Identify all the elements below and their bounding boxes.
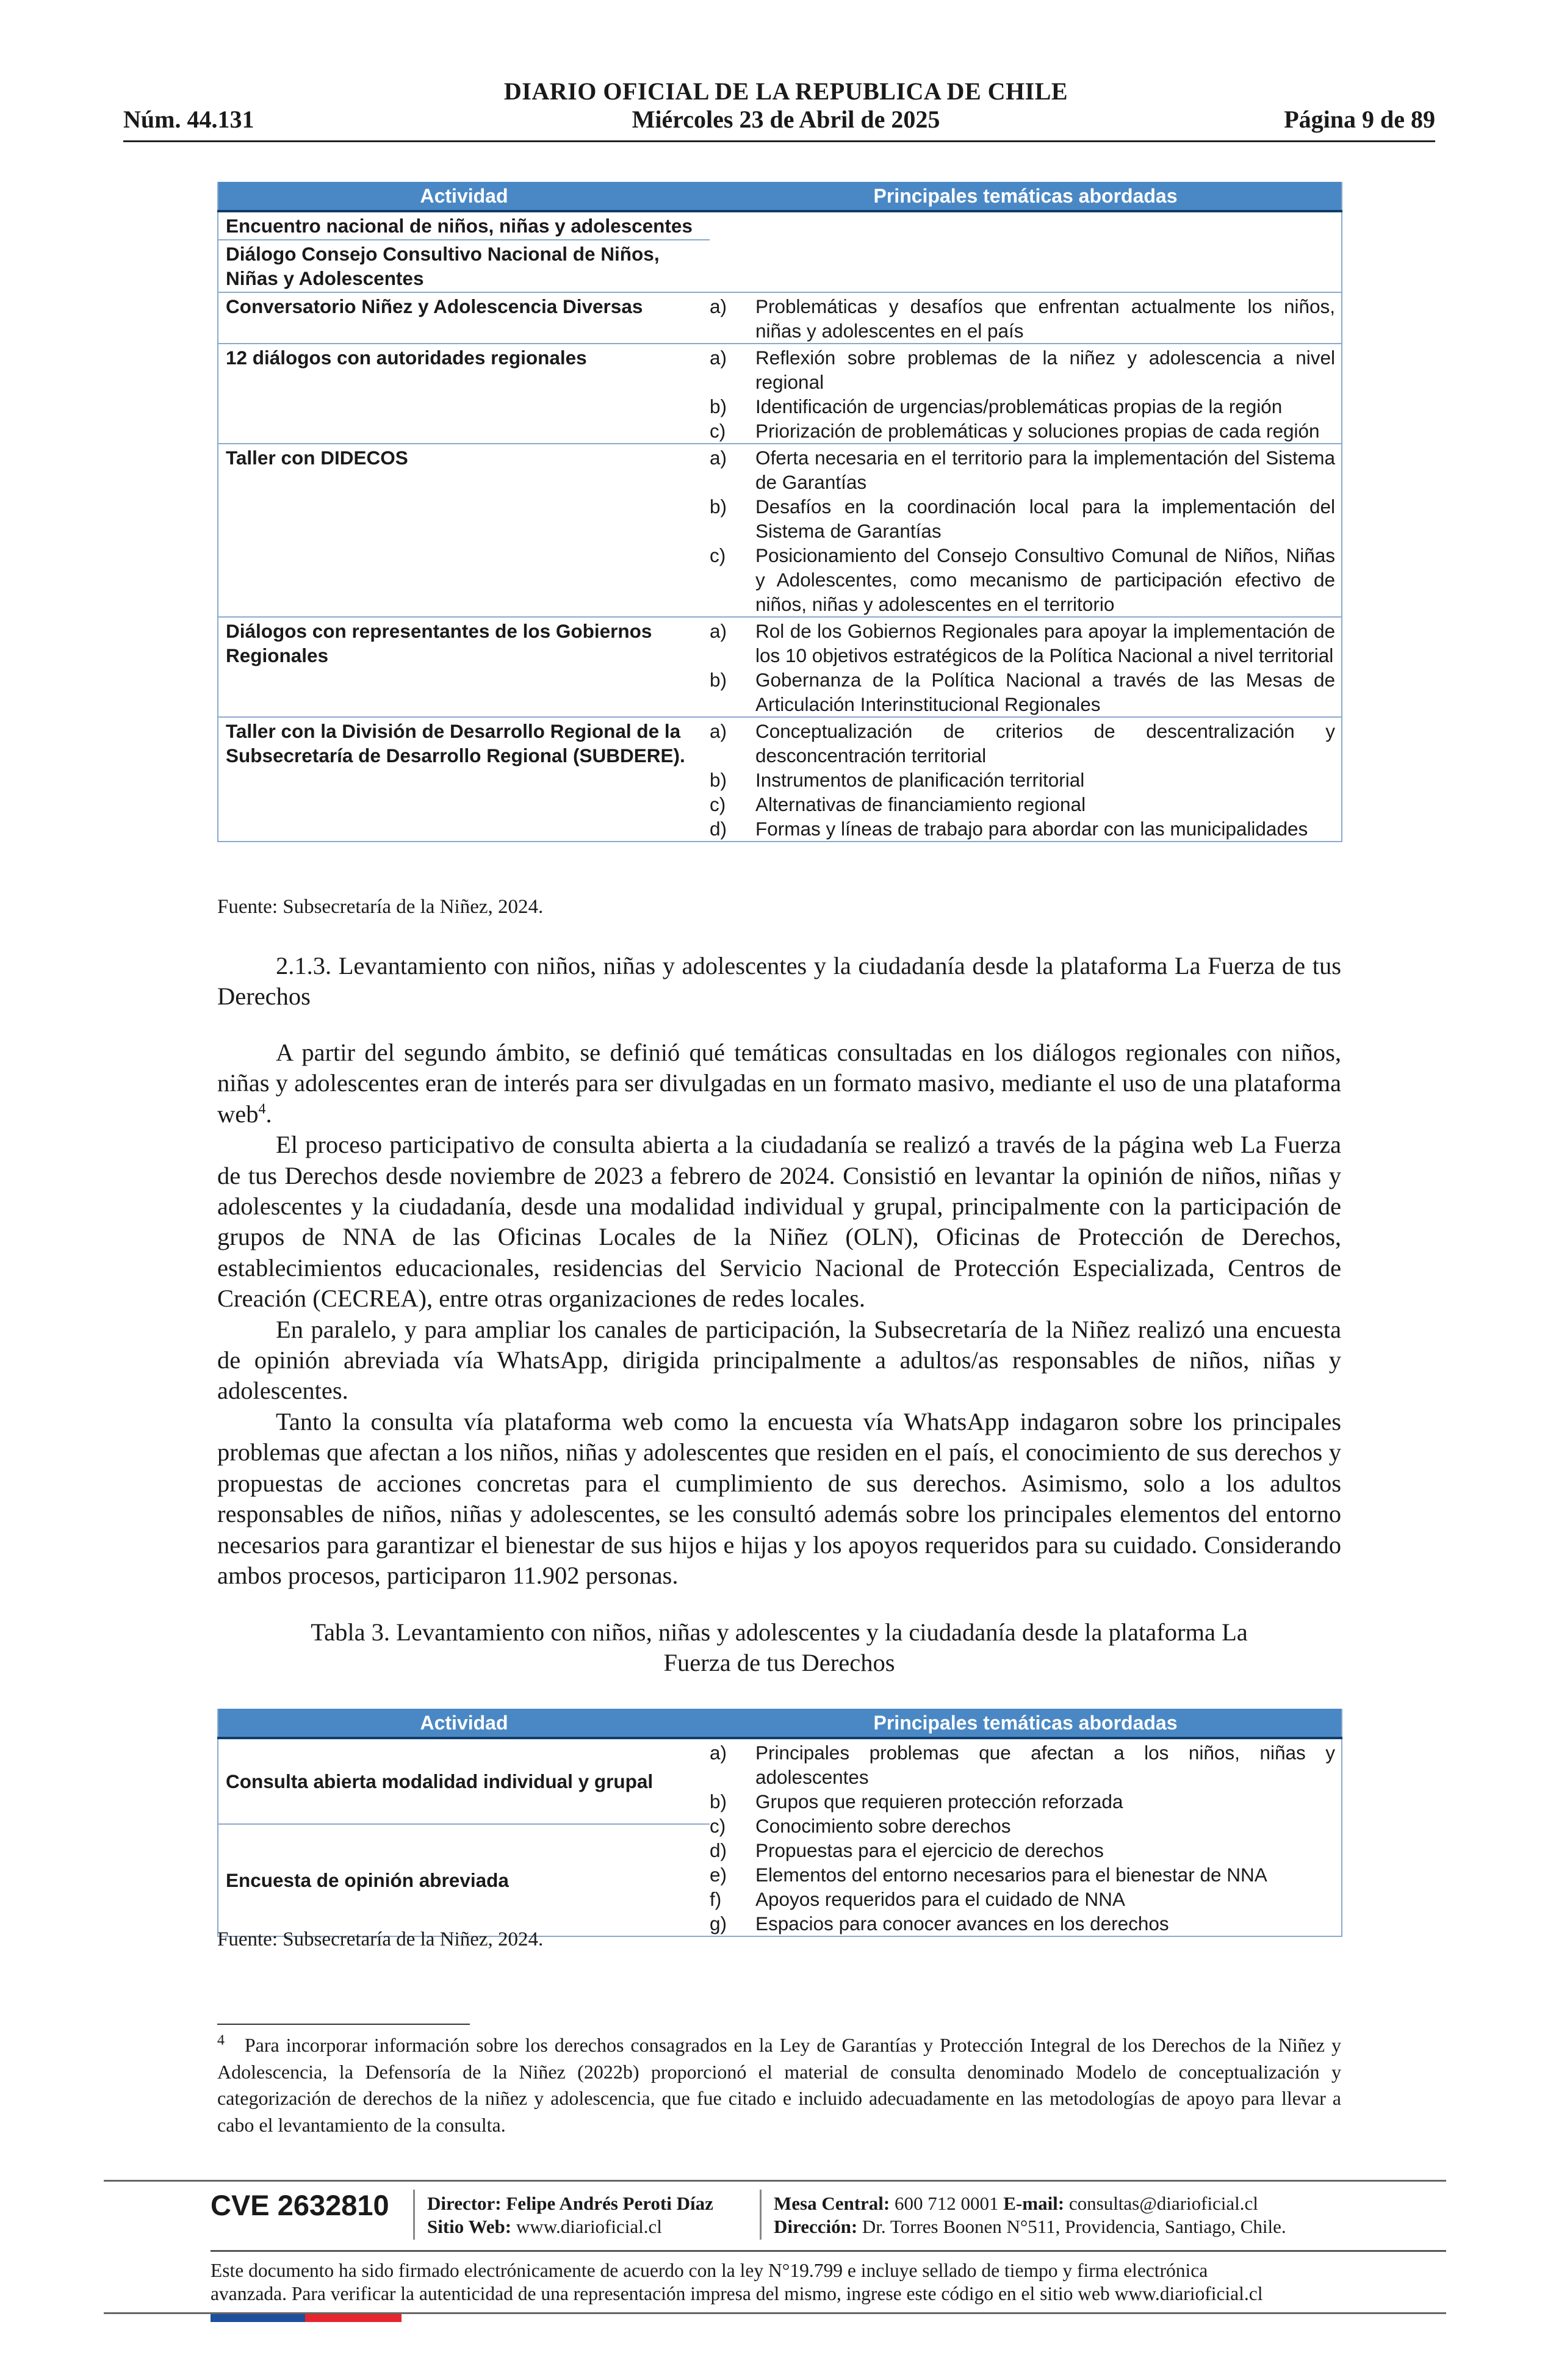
list-marker: c) <box>710 420 726 442</box>
activity-cell: Taller con DIDECOS <box>218 444 710 617</box>
topics-cell <box>710 1738 1342 1936</box>
list-item-text: Priorización de problemáticas y soluciones propias de cada región <box>755 420 1320 442</box>
topics-cell <box>710 344 1342 444</box>
topics-list <box>710 1740 1341 1936</box>
table2-caption-line1: Tabla 3. Levantamiento con niños, niñas y adolescentes y la ciudadanía desde la plataforma La <box>311 1618 1248 1646</box>
list-item <box>710 1814 1341 1838</box>
list-marker: a) <box>710 447 727 469</box>
paragraph-1-end: . <box>265 1100 272 1128</box>
footer-separator <box>413 2190 415 2240</box>
list-item <box>710 345 1341 394</box>
list-item-text: Formas y líneas de trabajo para abordar con las municipalidades <box>755 818 1308 840</box>
list-item <box>710 445 1341 494</box>
list-item <box>710 792 1341 817</box>
list-item-text: Oferta necesaria en el territorio para la implementación del Sistema de Garantías <box>755 447 1335 493</box>
footer-legal-notice <box>211 2259 1333 2306</box>
paragraph-2: El proceso participativo de consulta abierta a la ciudadanía se realizó a través de la página web La Fuerza de tus Derechos desde noviembre de 2023 a febrero de 2024. Consistió en levantar la opinión de niños, niñas y adolescentes y la ciudadanía, desde una modalidad individual y grupal, principalmente con la participación de grupos de NNA de las Oficinas Locales de la Niñez (OLN), Oficinas de Protección de Derechos, establecimientos educacionales, residencias del Servicio Nacional de Protección Especializada, Centros de Creación (CECREA), entre otras organizaciones de redes locales. <box>217 1131 1341 1313</box>
site-link[interactable]: www.diarioficial.cl <box>516 2216 662 2237</box>
table-row <box>218 240 1342 292</box>
flag-bar-blue <box>211 2314 305 2322</box>
list-item-text: Desafíos en la coordinación local para la implementación del Sistema de Garantías <box>755 496 1335 542</box>
footnote-text: Para incorporar información sobre los derechos consagrados en la Ley de Garantías y Protección Integral de los Derechos de la Niñez y Adolescencia, la Defensoría de la Niñez (2022b) proporcionó el material de consulta denominado Modelo de conceptualización y categorización de derechos de la niñez y adolescencia, que fue citado e incluido adecuadamente en las metodologías de apoyo para llevar a cabo el levantamiento de la consulta. <box>217 2034 1342 2136</box>
topics-cell <box>710 211 1342 240</box>
footer-divider-top <box>104 2180 1446 2182</box>
address-text: Dr. Torres Boonen N°511, Providencia, Santiago, Chile. <box>862 2216 1286 2237</box>
list-item <box>710 1887 1341 1911</box>
site-label: Sitio Web: <box>427 2216 512 2237</box>
table-row <box>218 1738 1342 1824</box>
legal-line-2: avanzada. Para verificar la autenticidad de una representación impresa del mismo, ingrese este código en el sitio web www.diarioficial.cl <box>211 2283 1263 2304</box>
topics-list <box>710 294 1341 343</box>
activities-table <box>217 182 1342 842</box>
topics-list <box>710 445 1341 616</box>
list-item <box>710 1911 1341 1936</box>
issue-number: Núm. 44.131 <box>123 106 254 133</box>
table-row <box>218 344 1342 444</box>
footnote-divider <box>217 2024 470 2025</box>
table-body <box>218 211 1342 842</box>
column-header-topics: Principales temáticas abordadas <box>710 182 1342 211</box>
list-marker: d) <box>710 818 727 840</box>
table-header-row <box>218 182 1342 211</box>
list-marker: f) <box>710 1888 722 1910</box>
list-marker: b) <box>710 769 727 791</box>
table-row <box>218 211 1342 240</box>
footnote <box>217 2032 1341 2138</box>
footnote-number: 4 <box>217 2032 225 2049</box>
topics-cell <box>710 617 1342 717</box>
legal-line-1: Este documento ha sido firmado electrónicamente de acuerdo con la ley N°19.799 e incluye sellado de tiempo y firma electrónica <box>211 2260 1208 2281</box>
list-item-text: Instrumentos de planificación territorial <box>755 769 1085 791</box>
list-marker: e) <box>710 1864 727 1886</box>
page-indicator: Página 9 de 89 <box>1284 106 1435 133</box>
list-marker: c) <box>710 1815 726 1837</box>
paragraph-1 <box>217 1037 1341 1130</box>
list-item-text: Propuestas para el ejercicio de derechos <box>755 1839 1104 1861</box>
list-marker: b) <box>710 496 727 517</box>
paragraph-3: En paralelo, y para ampliar los canales de participación, la Subsecretaría de la Niñez realizó una encuesta de opinión abreviada vía WhatsApp, dirigida principalmente a adultos/as responsables de niños, niñas y adolescentes. <box>217 1315 1341 1405</box>
table1-source: Fuente: Subsecretaría de la Niñez, 2024. <box>217 896 544 918</box>
email-label: E-mail: <box>1003 2193 1065 2214</box>
topics-list <box>710 619 1341 716</box>
column-header-activity: Actividad <box>218 182 710 211</box>
section-heading <box>217 951 1341 1012</box>
list-item <box>710 419 1341 443</box>
list-marker: d) <box>710 1839 727 1861</box>
consultation-table <box>217 1709 1342 1937</box>
topics-list <box>710 719 1341 841</box>
table-row <box>218 292 1342 344</box>
activity-cell: Taller con la División de Desarrollo Regional de la Subsecretaría de Desarrollo Regional (SUBDERE). <box>218 717 710 842</box>
topics-cell <box>710 717 1342 842</box>
list-item-text: Identificación de urgencias/problemáticas propias de la región <box>755 395 1283 417</box>
topics-cell <box>710 240 1342 292</box>
journal-title: DIARIO OFICIAL DE LA REPUBLICA DE CHILE <box>503 78 1068 105</box>
list-item <box>710 543 1341 616</box>
activity-cell: Diálogo Consejo Consultivo Nacional de Niños, Niñas y Adolescentes <box>218 240 710 292</box>
list-marker: a) <box>710 620 727 642</box>
list-marker: c) <box>710 544 726 566</box>
section-heading-text: 2.1.3. Levantamiento con niños, niñas y adolescentes y la ciudadanía desde la plataforma La Fuerza de tus Derechos <box>217 952 1341 1011</box>
list-item <box>710 1740 1341 1789</box>
list-item-text: Elementos del entorno necesarios para el bienestar de NNA <box>755 1864 1267 1886</box>
activity-cell: Diálogos con representantes de los Gobiernos Regionales <box>218 617 710 717</box>
list-item-text: Posicionamiento del Consejo Consultivo Comunal de Niños, Niñas y Adolescentes, como mecanismo de participación efectivo de niños, niñas y adolescentes en el territorio <box>755 544 1335 615</box>
list-marker: b) <box>710 669 727 691</box>
footer-director-block <box>427 2192 713 2238</box>
list-marker: a) <box>710 720 727 742</box>
activity-cell: 12 diálogos con autoridades regionales <box>218 344 710 444</box>
list-item <box>710 668 1341 716</box>
table2-caption <box>217 1617 1341 1678</box>
list-item-text: Espacios para conocer avances en los derechos <box>755 1913 1169 1935</box>
activity-cell: Encuentro nacional de niños, niñas y adolescentes <box>218 211 710 240</box>
list-item <box>710 1789 1341 1814</box>
address-label: Dirección: <box>774 2216 858 2237</box>
list-marker: a) <box>710 1742 727 1764</box>
list-marker: a) <box>710 347 727 369</box>
list-item-text: Reflexión sobre problemas de la niñez y adolescencia a nivel regional <box>755 347 1335 393</box>
list-item <box>710 294 1341 343</box>
footer-divider-middle <box>211 2250 1446 2252</box>
paragraph-1-text: A partir del segundo ámbito, se definió qué temáticas consultadas en los diálogos regionales con niños, niñas y adolescentes eran de interés para ser divulgadas en un formato masivo, mediante el uso de una plataforma web <box>217 1039 1341 1128</box>
list-marker: b) <box>710 395 727 417</box>
list-item <box>710 719 1341 768</box>
column-header-topics: Principales temáticas abordadas <box>710 1709 1342 1738</box>
paragraph-4: Tanto la consulta vía plataforma web como la encuesta vía WhatsApp indagaron sobre los principales problemas que afectan a los niños, niñas y adolescentes que residen en el país, el conocimiento de sus derechos y propuestas de acciones concretas para el cumplimiento de sus derechos. Asimismo, solo a los adultos responsables de niños, niñas y adolescentes, se les consultó además sobre los principales elementos del entorno necesarios para garantizar el bienestar de sus hijos e hijas y los apoyos requeridos para su cuidado. Considerando ambos procesos, participaron 11.902 personas. <box>217 1407 1341 1589</box>
activity-cell: Conversatorio Niñez y Adolescencia Diversas <box>218 292 710 344</box>
topics-list <box>710 345 1341 443</box>
list-item-text: Gobernanza de la Política Nacional a través de las Mesas de Articulación Interinstitucional Regionales <box>755 669 1335 715</box>
flag-bar-red <box>305 2314 402 2322</box>
list-item <box>710 394 1341 419</box>
list-marker: b) <box>710 1790 727 1812</box>
list-marker: a) <box>710 295 727 317</box>
issue-date: Miércoles 23 de Abril de 2025 <box>632 106 940 133</box>
list-item-text: Principales problemas que afectan a los niños, niñas y adolescentes <box>755 1742 1335 1788</box>
topics-cell <box>710 292 1342 344</box>
table-row <box>218 444 1342 617</box>
flag-color-bar <box>211 2314 402 2322</box>
list-item <box>710 1863 1341 1887</box>
director-label: Director: <box>427 2193 502 2214</box>
mesa-phone: 600 712 0001 <box>895 2193 999 2214</box>
table-row <box>218 717 1342 842</box>
list-item-text: Conocimiento sobre derechos <box>755 1815 1011 1837</box>
email-link[interactable]: consultas@diarioficial.cl <box>1068 2193 1258 2214</box>
activity-cell: Consulta abierta modalidad individual y grupal <box>218 1738 710 1824</box>
list-item <box>710 619 1341 668</box>
table2-source: Fuente: Subsecretaría de la Niñez, 2024. <box>217 1928 544 1950</box>
table-row <box>218 617 1342 717</box>
list-item <box>710 817 1341 841</box>
director-name: Felipe Andrés Peroti Díaz <box>506 2193 713 2214</box>
list-item-text: Rol de los Gobiernos Regionales para apoyar la implementación de los 10 objetivos estratégicos de la Política Nacional a nivel territorial <box>755 620 1335 666</box>
list-item-text: Apoyos requeridos para el cuidado de NNA <box>755 1888 1125 1910</box>
header-divider <box>123 140 1435 142</box>
list-item-text: Alternativas de financiamiento regional <box>755 793 1086 815</box>
mesa-label: Mesa Central: <box>774 2193 890 2214</box>
list-item-text: Conceptualización de criterios de descentralización y desconcentración territorial <box>755 720 1335 766</box>
list-marker: c) <box>710 793 726 815</box>
column-header-activity: Actividad <box>218 1709 710 1738</box>
cve-code: CVE 2632810 <box>211 2189 389 2221</box>
topics-cell <box>710 444 1342 617</box>
footnote-ref: 4 <box>258 1101 266 1117</box>
list-item <box>710 768 1341 792</box>
table-header-row <box>218 1709 1342 1738</box>
list-item-text: Problemáticas y desafíos que enfrentan actualmente los niños, niñas y adolescentes en el país <box>755 295 1335 342</box>
footer-separator <box>760 2190 762 2240</box>
section-body <box>217 1037 1341 1591</box>
list-item <box>710 1838 1341 1863</box>
table2-caption-line2: Fuerza de tus Derechos <box>663 1649 895 1676</box>
list-marker: g) <box>710 1913 727 1935</box>
activity-cell: Encuesta de opinión abreviada <box>226 1869 509 1891</box>
footer-contact-block <box>774 2192 1286 2238</box>
list-item-text: Grupos que requieren protección reforzada <box>755 1790 1123 1812</box>
list-item <box>710 494 1341 543</box>
